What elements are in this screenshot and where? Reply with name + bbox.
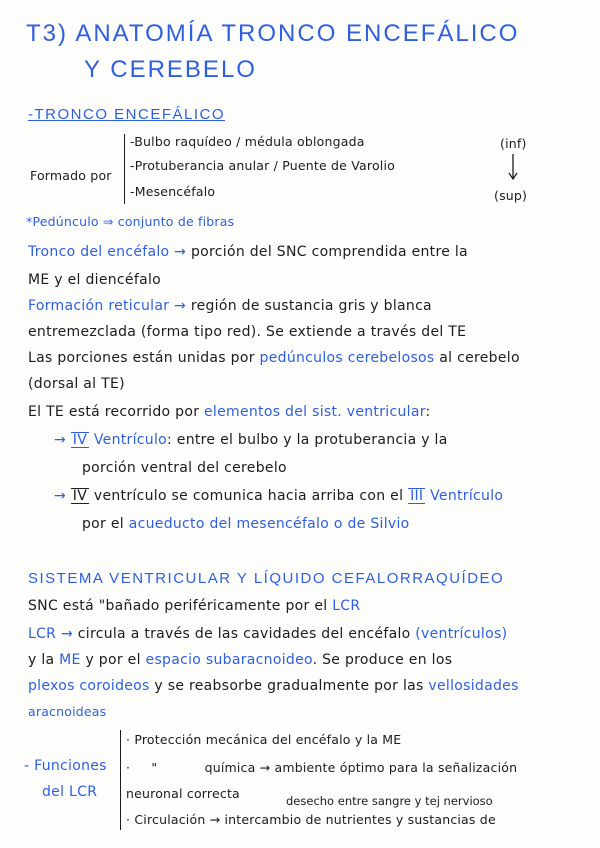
por-el-text: por el xyxy=(82,516,124,532)
plexos-term: plexos coroideos xyxy=(28,678,150,694)
funcion-item: · Protección mecánica del encéfalo y la ME xyxy=(126,732,402,747)
snc-line xyxy=(28,598,360,614)
vellosidades-term: vellosidades xyxy=(428,678,519,694)
lcr-text: y la xyxy=(28,652,55,668)
te-text: El TE está recorrido por xyxy=(28,404,200,420)
formado-label: Formado por xyxy=(30,168,112,183)
funciones-label-2: del LCR xyxy=(42,784,98,800)
funciones-label: - Funciones xyxy=(24,758,107,774)
ventriculos-term: (ventrículos) xyxy=(415,626,508,642)
roman-numeral: IV xyxy=(72,488,88,504)
left-bracket xyxy=(124,134,125,204)
funcion-text: química → ambiente óptimo para la señalización xyxy=(204,760,518,775)
page-title: T3) ANATOMÍA TRONCO ENCEFÁLICO xyxy=(26,20,520,47)
formacion-line1 xyxy=(28,298,432,314)
lcr-term: LCR xyxy=(28,626,57,642)
tronco-definition: porción del SNC comprendida entre la xyxy=(190,244,468,260)
lcr-line2 xyxy=(28,652,452,668)
porciones-text-end: al cerebelo xyxy=(439,350,520,366)
section-heading-sistema: SISTEMA VENTRICULAR Y LÍQUIDO CEFALORRAQUÍDEO xyxy=(28,570,505,587)
lcr-term: LCR xyxy=(332,598,361,614)
ventriculo-text: : entre el bulbo y la protuberancia y la xyxy=(167,432,448,448)
ventriculo-bullet-1-line2: porción ventral del cerebelo xyxy=(82,460,287,476)
arrow-icon: → xyxy=(54,488,67,504)
espacio-term: espacio subaracnoideo xyxy=(145,652,313,668)
tronco-line2: ME y el diencéfalo xyxy=(28,272,161,288)
lcr-text: . Se produce en los xyxy=(312,652,453,668)
roman-numeral: IV xyxy=(72,432,88,448)
bullet-dot: · xyxy=(126,760,131,775)
ditto-mark: " xyxy=(151,760,158,775)
me-term: ME xyxy=(59,652,81,668)
lcr-line1 xyxy=(28,626,507,642)
list-item: -Mesencéfalo xyxy=(130,184,216,199)
porciones-line1 xyxy=(28,350,520,366)
ventriculo-bullet-2 xyxy=(54,488,503,504)
inf-label: (inf) xyxy=(500,136,527,151)
down-arrow-icon xyxy=(506,152,520,182)
te-line xyxy=(28,404,431,420)
lcr-text: y se reabsorbe gradualmente por las xyxy=(154,678,424,694)
right-bracket xyxy=(120,730,121,830)
funcion-item-cont: neuronal correcta xyxy=(126,786,240,801)
arrow-icon: → xyxy=(60,626,73,642)
list-item: -Protuberancia anular / Puente de Varolio xyxy=(130,158,395,173)
arrow-icon: → xyxy=(54,432,67,448)
ventriculo-term: Ventrículo xyxy=(93,432,168,448)
tronco-term: Tronco del encéfalo xyxy=(28,244,170,260)
tronco-line1 xyxy=(28,244,468,260)
list-item: -Bulbo raquídeo / médula oblongada xyxy=(130,134,365,149)
formacion-term: Formación reticular xyxy=(28,298,170,314)
pedunculos-term: pedúnculos cerebelosos xyxy=(259,350,435,366)
arrow-icon: → xyxy=(174,298,187,314)
lcr-text: circula a través de las cavidades del encéfalo xyxy=(77,626,411,642)
formacion-line2: entremezclada (forma tipo red). Se extiende a través del TE xyxy=(28,324,467,340)
funcion-item xyxy=(126,760,517,775)
porciones-text: Las porciones están unidas por xyxy=(28,350,255,366)
funcion-annotation: desecho entre sangre y tej nervioso xyxy=(286,794,493,808)
te-colon: : xyxy=(425,404,431,420)
ventriculo-bullet-2-line2 xyxy=(82,516,410,532)
snc-text: SNC está "bañado periféricamente por el xyxy=(28,598,328,614)
acueducto-term: acueducto del mesencéfalo o de Silvio xyxy=(128,516,410,532)
ventriculo-term: Ventrículo xyxy=(430,488,504,504)
ventriculo-bullet-1 xyxy=(54,432,448,448)
sup-label: (sup) xyxy=(494,188,528,203)
porciones-line2: (dorsal al TE) xyxy=(28,376,125,392)
lcr-text: y por el xyxy=(85,652,141,668)
roman-numeral-iii: III xyxy=(410,488,424,504)
formacion-definition: región de sustancia gris y blanca xyxy=(190,298,432,314)
lcr-line3 xyxy=(28,678,519,694)
ventriculo-text: ventrículo se comunica hacia arriba con el xyxy=(93,488,404,504)
funcion-item: · Circulación → intercambio de nutrientes y sustancias de xyxy=(126,812,496,827)
lcr-line4: aracnoideas xyxy=(28,704,107,719)
elementos-term: elementos del sist. ventricular xyxy=(204,404,426,420)
pedunculo-definition: *Pedúnculo ⇒ conjunto de fibras xyxy=(26,214,235,229)
section-heading-tronco: -TRONCO ENCEFÁLICO xyxy=(28,106,226,123)
page-title-line2: Y CEREBELO xyxy=(84,56,257,83)
arrow-icon: → xyxy=(174,244,187,260)
